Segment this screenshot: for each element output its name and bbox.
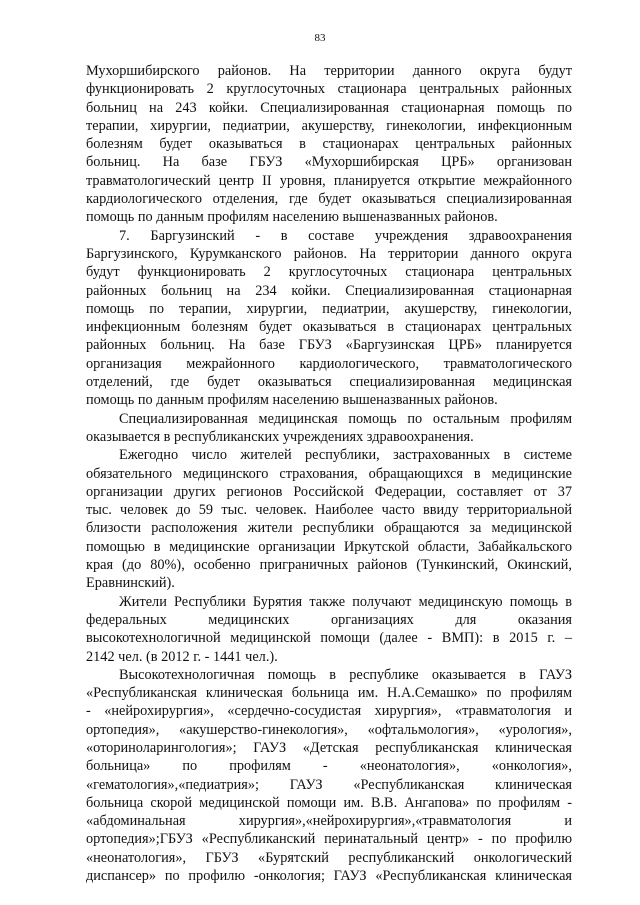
text-line: функционировать 2 круглосуточных стационара центральных районных	[86, 81, 572, 98]
text-line: ортопедия», «акушерство-гинекология», «офтальмология», «урология»,	[86, 721, 572, 738]
text-line: кардиологического отделения, где будет оказываться специализированная	[86, 191, 572, 208]
text-line: Высокотехнологичная помощь в республике оказывается в ГАУЗ	[119, 666, 572, 683]
text-line: «Республиканская клиническая больница им. Н.А.Семашко» по профилям	[86, 685, 572, 702]
text-line: больница скорой медицинской помощи им. В.В. Ангапова» по профилям -	[86, 794, 572, 811]
text-line: инфекционным болезням будет оказываться в стационарах центральных	[86, 319, 572, 336]
text-line: болезням будет оказываться в стационарах центральных районных	[86, 136, 572, 153]
text-line: районных больниц. На базе ГБУЗ «Баргузинская ЦРБ» планируется	[86, 337, 572, 354]
text-line: обязательного медицинского страхования, обращающихся в медицинские	[86, 465, 572, 482]
text-line: тыс. человек до 59 тыс. человек. Наиболее часто ввиду территориальной	[86, 502, 572, 519]
text-line: помощью в медицинские организации Иркутской области, Забайкальского	[86, 538, 572, 555]
text-line: Жители Республики Бурятия также получают медицинскую помощь в	[119, 593, 572, 610]
text-line: 7. Баргузинский - в составе учреждения здравоохранения	[119, 227, 572, 244]
text-line: организация межрайонного кардиологического, травматологического	[86, 355, 572, 372]
text-line: близости расположения жители республики обращаются за медицинской	[86, 520, 572, 537]
text-line: отделений, где будет оказываться специализированная медицинская	[86, 374, 572, 391]
text-line: помощь по данным профилям населению вышеназванных районов.	[86, 209, 498, 226]
text-line: больниц на 243 койки. Специализированная стационарная помощь по	[86, 99, 572, 116]
text-line: - «нейрохирургия», «сердечно-сосудистая хирургия», «травматология и	[86, 703, 572, 720]
text-line: диспансер» по профилю -онкология; ГАУЗ «Республиканская клиническая	[86, 868, 572, 885]
text-line: организации других регионов Российской Федерации, составляет от 37	[86, 483, 572, 500]
text-line: терапии, хирургии, педиатрии, акушерству, гинекологии, инфекционным	[86, 117, 572, 134]
text-line: «неонатология», ГБУЗ «Бурятский республиканский онкологический	[86, 849, 572, 866]
body-text	[86, 62, 572, 885]
text-line: Мухоршибирского районов. На территории данного округа будут	[86, 63, 572, 79]
text-line: помощь по терапии, хирургии, педиатрии, акушерству, гинекологии,	[86, 300, 572, 317]
text-line: больниц. На базе ГБУЗ «Мухоршибирская ЦРБ» организован	[86, 154, 572, 171]
text-line: помощь по данным профилям населению вышеназванных районов.	[86, 392, 498, 409]
text-line: «оториноларингология»; ГАУЗ «Детская республиканская клиническая	[86, 739, 572, 756]
text-line: Еравнинский).	[86, 575, 175, 592]
text-line: оказывается в республиканских учреждениях здравоохранения.	[86, 428, 474, 445]
text-line: «абдоминальная хирургия»,«нейрохирургия»,«травматология и	[86, 813, 572, 830]
text-line: «гематология»,«педиатрия»; ГАУЗ «Республиканская клиническая	[86, 776, 572, 793]
text-line: Баргузинского, Курумканского районов. На территории данного округа	[86, 245, 572, 262]
text-line: 2142 чел. (в 2012 г. - 1441 чел.).	[86, 648, 278, 665]
text-line: будут функционировать 2 круглосуточных стационара центральных	[86, 264, 572, 281]
text-line: высокотехнологичной медицинской помощи (далее - ВМП): в 2015 г. –	[86, 630, 572, 647]
text-line: края (до 80%), особенно приграничных районов (Тункинский, Окинский,	[86, 557, 572, 574]
text-line: ортопедия»;ГБУЗ «Республиканский перинатальный центр» - по профилю	[86, 831, 572, 848]
text-line: федеральных медицинских организациях для оказания	[86, 611, 572, 628]
text-line: районных больниц на 234 койки. Специализированная стационарная	[86, 282, 572, 299]
text-line: Ежегодно число жителей республики, застрахованных в системе	[119, 447, 572, 464]
page-number: 83	[314, 32, 326, 44]
text-line: Специализированная медицинская помощь по остальным профилям	[119, 410, 572, 427]
text-line: больница» по профилям - «неонатология», «онкология»,	[86, 758, 572, 775]
text-line: травматологический центр II уровня, планируется открытие межрайонного	[86, 172, 572, 189]
